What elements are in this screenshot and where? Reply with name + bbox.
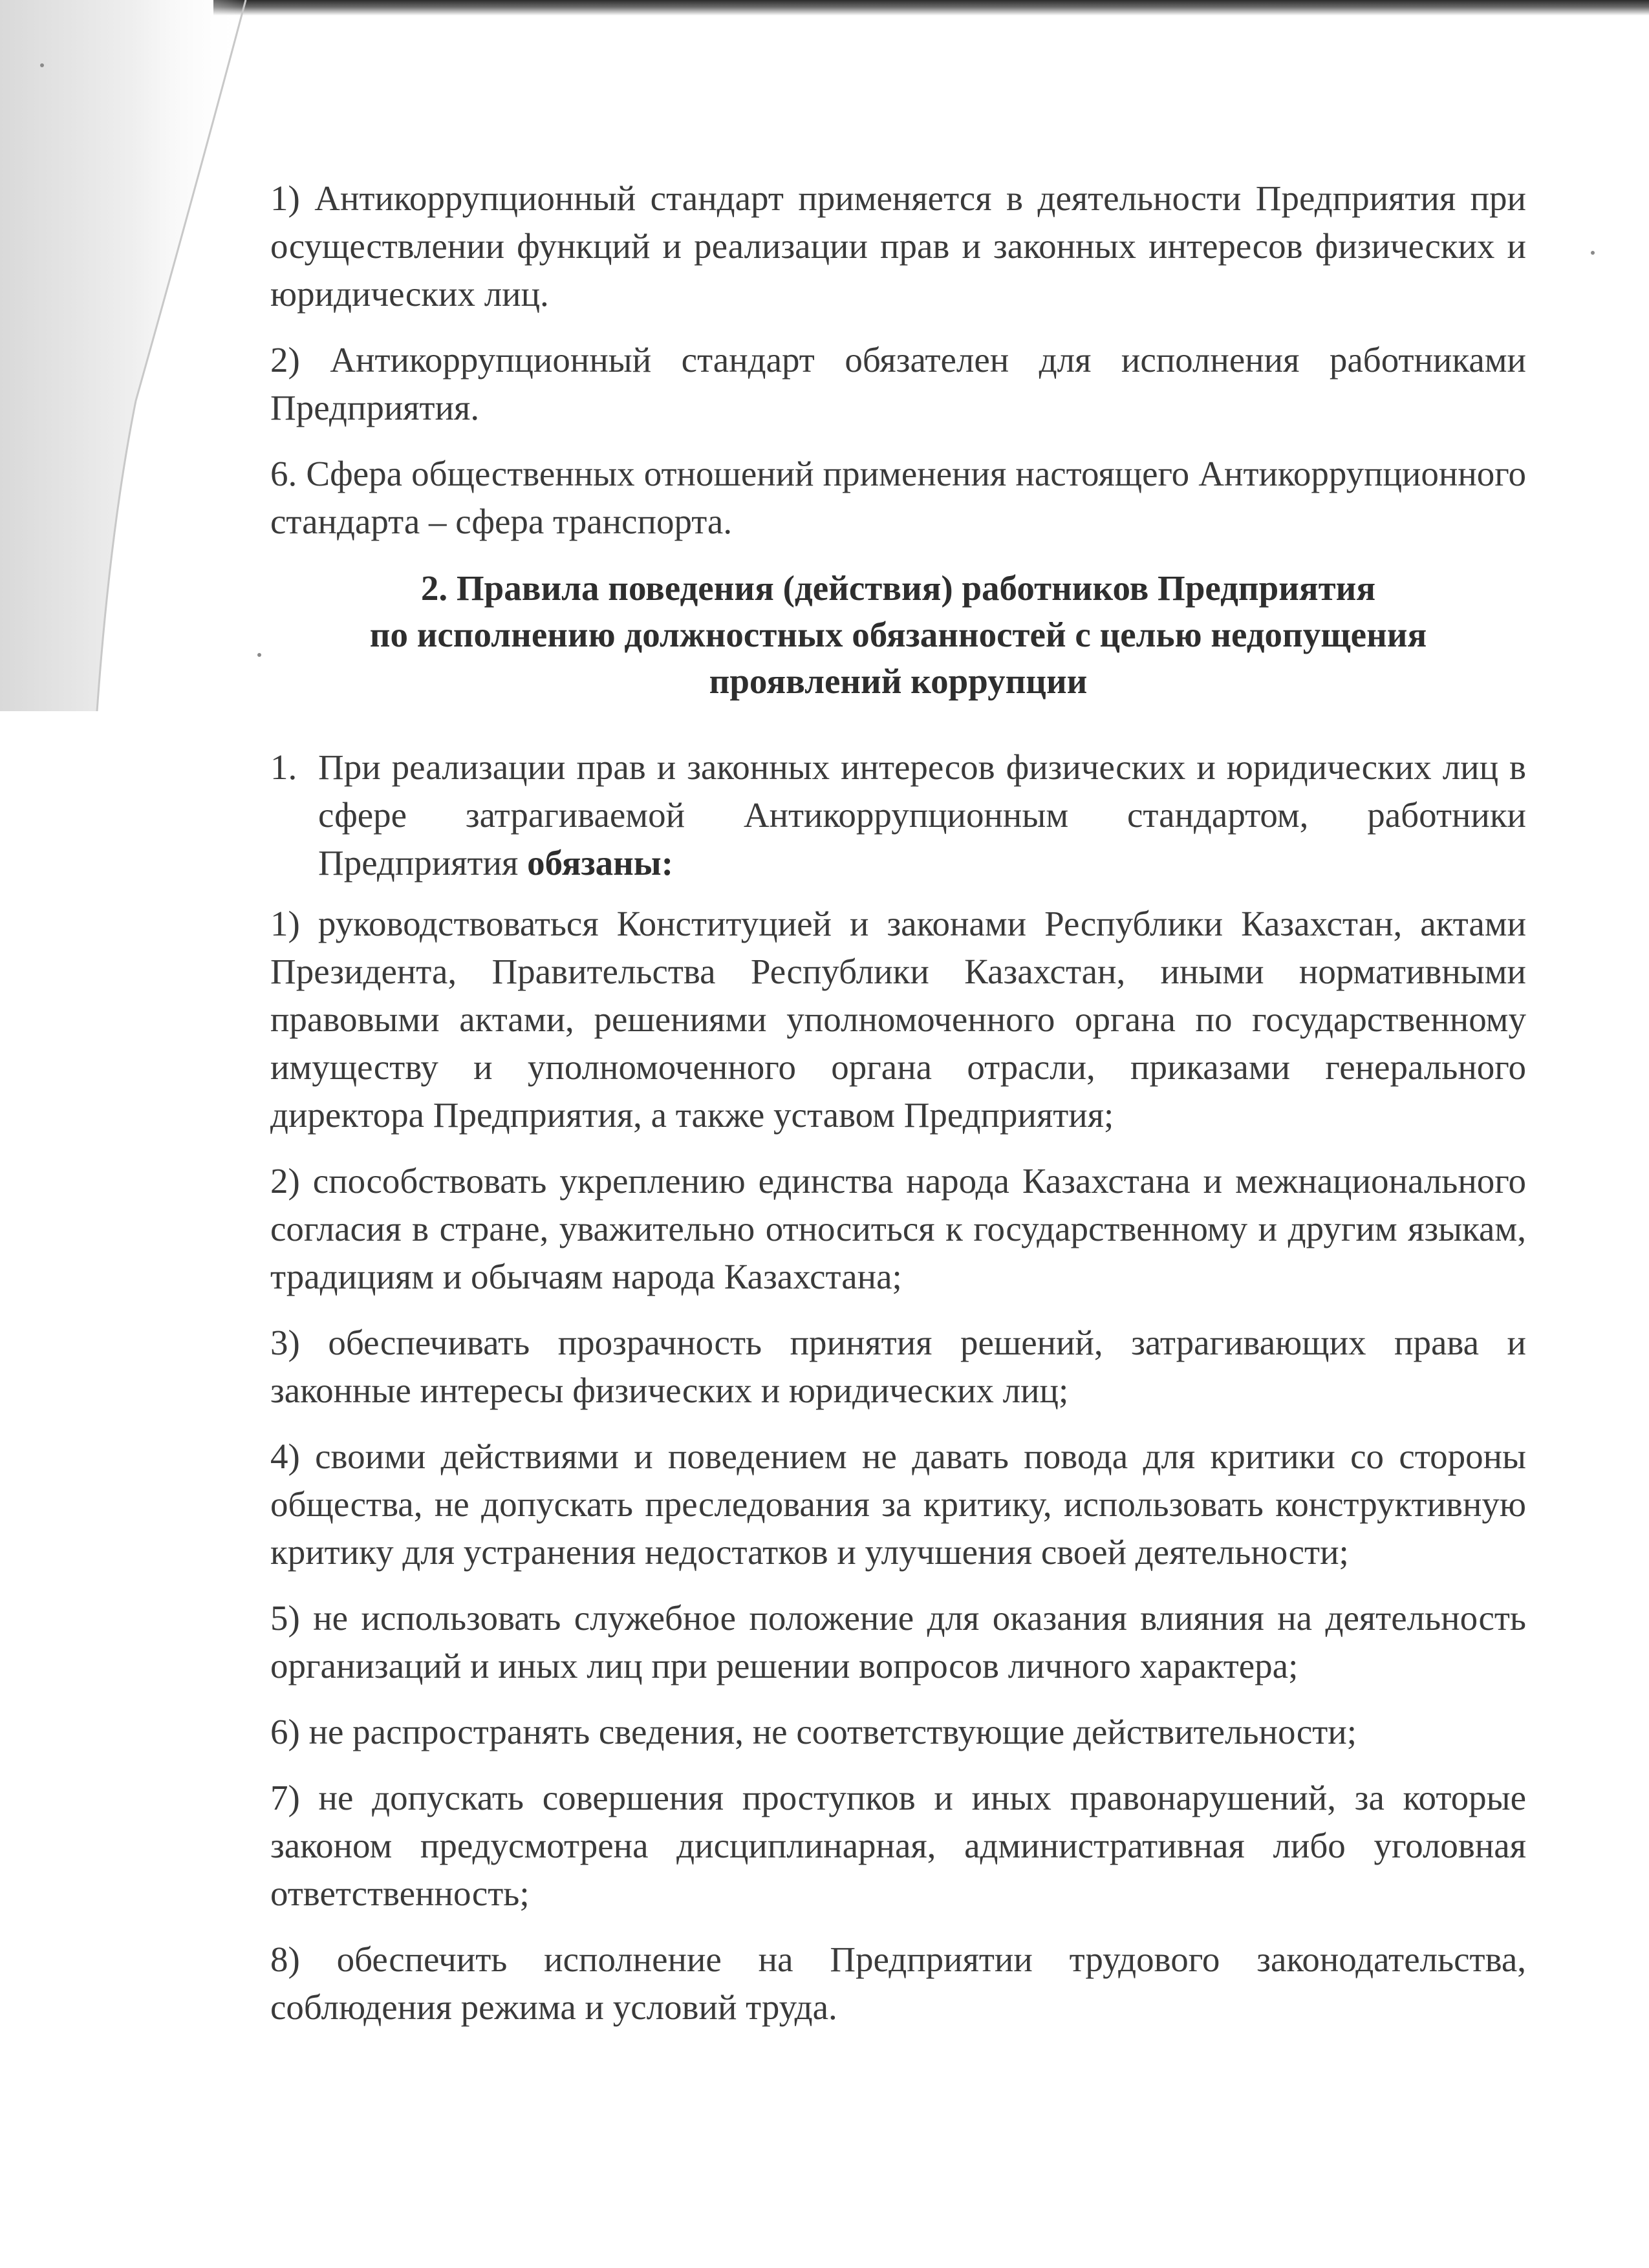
duty-item: 6) не распространять сведения, не соответствующие действительности;	[270, 1712, 1357, 1751]
scan-speck	[257, 653, 261, 657]
section-heading-line: 2. Правила поведения (действия) работников Предприятия	[420, 568, 1376, 608]
scan-speck	[40, 63, 44, 67]
scan-speck	[1591, 251, 1595, 255]
item-text	[318, 744, 1526, 887]
paragraph-standard-mandatory: 2) Антикоррупционный стандарт обязателен для исполнения работниками Предприятия.	[270, 340, 1526, 427]
duty-item: 1) руководствоваться Конституцией и законами Республики Казахстан, актами Президента, Правительства Республики Казахстан, иными нормативными правовыми актами, решениями уполномоченного органа по государственному имуществу и уполномоченного органа отрасли, приказами генерального директора Предприятия, а также уставом Предприятия;	[270, 904, 1526, 1135]
item-number: 1.	[270, 747, 297, 787]
document-body	[270, 175, 1526, 2049]
item-text-emphasis: обязаны:	[527, 843, 674, 883]
duty-item: 5) не использовать служебное положение для оказания влияния на деятельность организаций и иных лиц при решении вопросов личного характера;	[270, 1598, 1526, 1685]
scan-edge-shadow	[213, 0, 1649, 16]
page-fold-shadow	[0, 0, 272, 711]
duty-item: 7) не допускать совершения проступков и иных правонарушений, за которые законом предусмотрена дисциплинарная, административная либо уголовная ответственность;	[270, 1778, 1526, 1913]
section-heading-line: по исполнению должностных обязанностей с целью недопущения	[369, 615, 1427, 654]
item-text-body: При реализации прав и законных интересов физических и юридических лиц в сфере затрагиваемой Антикоррупционным стандартом, работники Предприятия	[318, 747, 1526, 883]
section-heading	[270, 565, 1526, 705]
numbered-item-1	[270, 744, 1526, 887]
paragraph-standard-application: 1) Антикоррупционный стандарт применяется в деятельности Предприятия при осуществлении функций и реализации прав и законных интересов физических и юридических лиц.	[270, 178, 1526, 314]
paragraph-scope: 6. Сфера общественных отношений применения настоящего Антикоррупционного стандарта – сфера транспорта.	[270, 454, 1526, 541]
duty-item: 3) обеспечивать прозрачность принятия решений, затрагивающих права и законные интересы физических и юридических лиц;	[270, 1323, 1526, 1410]
duty-item: 2) способствовать укреплению единства народа Казахстана и межнационального согласия в стране, уважительно относиться к государственному и другим языкам, традициям и обычаям народа Казахстана;	[270, 1161, 1526, 1296]
duty-item: 4) своими действиями и поведением не давать повода для критики со стороны общества, не допускать преследования за критику, использовать конструктивную критику для устранения недостатков и улучшения своей деятельности;	[270, 1437, 1526, 1572]
duty-item: 8) обеспечить исполнение на Предприятии трудового законодательства, соблюдения режима и условий труда.	[270, 1940, 1526, 2027]
section-heading-line: проявлений коррупции	[709, 661, 1088, 701]
